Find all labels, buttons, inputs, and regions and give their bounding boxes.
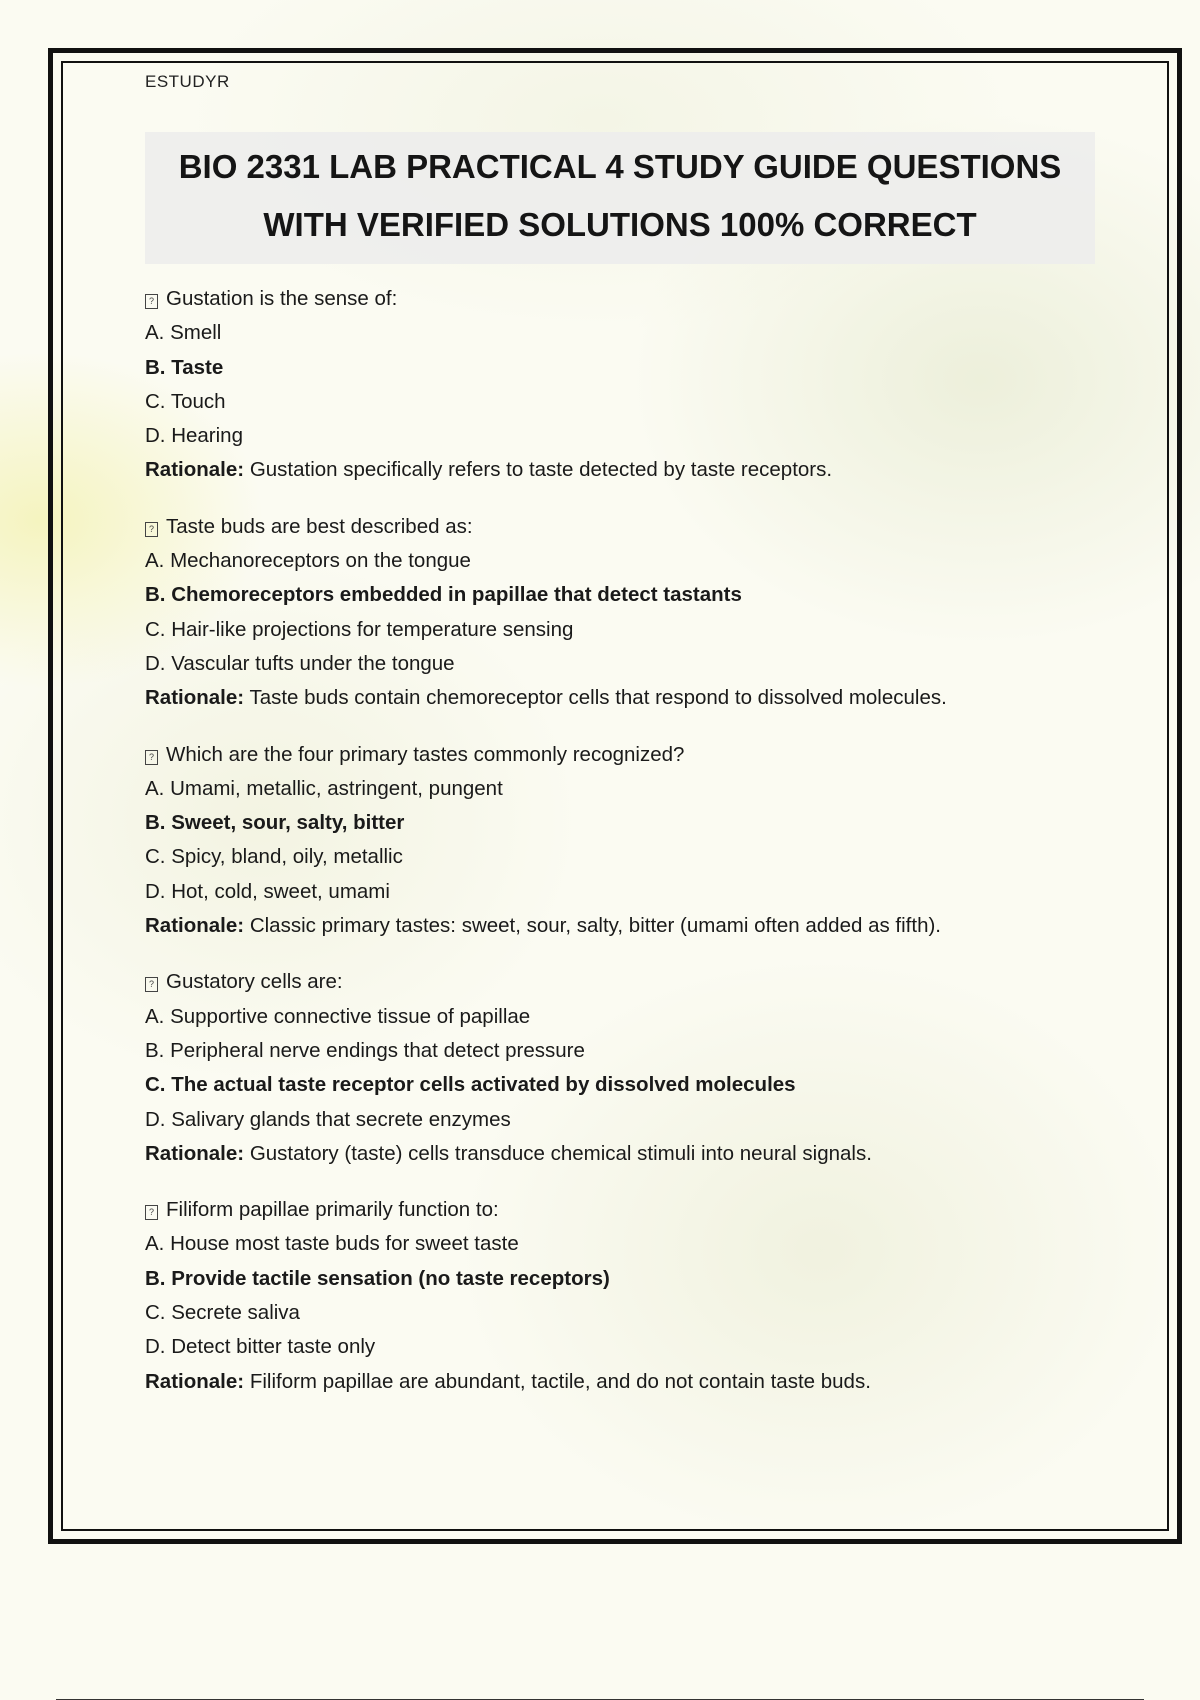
answer-option: A. Smell	[145, 321, 222, 345]
question-mark-icon: ?	[145, 750, 158, 765]
rationale-label: Rationale:	[145, 1369, 245, 1393]
answer-option: D. Detect bitter taste only	[145, 1335, 376, 1359]
question-list	[145, 282, 1095, 1399]
answer-option-correct: B. Taste	[145, 355, 224, 379]
question-text: Gustatory cells are:	[166, 970, 343, 994]
answer-option: A. House most taste buds for sweet taste	[145, 1232, 519, 1256]
rationale	[145, 1365, 1095, 1399]
rationale-label: Rationale:	[145, 1141, 245, 1165]
answer-option-correct: B. Sweet, sour, salty, bitter	[145, 811, 405, 835]
answer-option: A. Mechanoreceptors on the tongue	[145, 549, 471, 573]
title-line-1: BIO 2331 LAB PRACTICAL 4 STUDY GUIDE QUESTIONS	[178, 148, 1062, 185]
answer-option: C. Touch	[145, 389, 226, 413]
title-line-2: WITH VERIFIED SOLUTIONS 100% CORRECT	[263, 206, 977, 243]
answer-option: D. Hot, cold, sweet, umami	[145, 879, 390, 903]
answer-option: C. Hair-like projections for temperature sensing	[145, 617, 574, 641]
rationale-text: Classic primary tastes: sweet, sour, salty, bitter (umami often added as fifth).	[249, 914, 941, 938]
question-mark-icon: ?	[145, 294, 158, 309]
question-item	[145, 1193, 1095, 1399]
question-mark-icon: ?	[145, 522, 158, 537]
question-mark-icon: ?	[145, 977, 158, 992]
rationale	[145, 909, 1095, 943]
rationale	[145, 1137, 1095, 1171]
rationale	[145, 453, 1095, 487]
rationale-text: Gustatory (taste) cells transduce chemical stimuli into neural signals.	[249, 1141, 872, 1165]
answer-option: D. Salivary glands that secrete enzymes	[145, 1107, 511, 1131]
question-mark-icon: ?	[145, 1205, 158, 1220]
answer-option: D. Hearing	[145, 424, 243, 448]
answer-option: C. Spicy, bland, oily, metallic	[145, 845, 403, 869]
question-prompt	[145, 738, 1095, 772]
document-content	[145, 72, 1095, 1421]
answer-option-correct: B. Chemoreceptors embedded in papillae that detect tastants	[145, 583, 742, 607]
rationale-label: Rationale:	[145, 686, 245, 710]
rationale-label: Rationale:	[145, 914, 245, 938]
question-prompt	[145, 510, 1095, 544]
question-prompt	[145, 282, 1095, 316]
rationale-label: Rationale:	[145, 458, 245, 482]
question-text: Filiform papillae primarily function to:	[166, 1198, 499, 1222]
answer-option-correct: B. Provide tactile sensation (no taste receptors)	[145, 1266, 610, 1290]
question-item	[145, 965, 1095, 1171]
question-item	[145, 738, 1095, 944]
question-prompt	[145, 1193, 1095, 1227]
question-item	[145, 510, 1095, 716]
rationale	[145, 681, 1095, 715]
question-text: Gustation is the sense of:	[166, 287, 398, 310]
answer-option-correct: C. The actual taste receptor cells activated by dissolved molecules	[145, 1073, 796, 1097]
rationale-text: Taste buds contain chemoreceptor cells that respond to dissolved molecules.	[249, 686, 947, 710]
answer-option: C. Secrete saliva	[145, 1301, 300, 1325]
question-text: Which are the four primary tastes commonly recognized?	[166, 742, 685, 766]
question-text: Taste buds are best described as:	[166, 514, 473, 538]
question-item	[145, 282, 1095, 488]
rationale-text: Filiform papillae are abundant, tactile, and do not contain taste buds.	[249, 1369, 871, 1393]
answer-option: A. Supportive connective tissue of papillae	[145, 1004, 531, 1028]
answer-option: B. Peripheral nerve endings that detect pressure	[145, 1038, 585, 1062]
answer-option: D. Vascular tufts under the tongue	[145, 651, 455, 675]
question-prompt	[145, 965, 1095, 999]
rationale-text: Gustation specifically refers to taste detected by taste receptors.	[249, 458, 833, 482]
document-title	[145, 132, 1095, 264]
brand-header: ESTUDYR	[145, 72, 230, 91]
answer-option: A. Umami, metallic, astringent, pungent	[145, 776, 503, 800]
